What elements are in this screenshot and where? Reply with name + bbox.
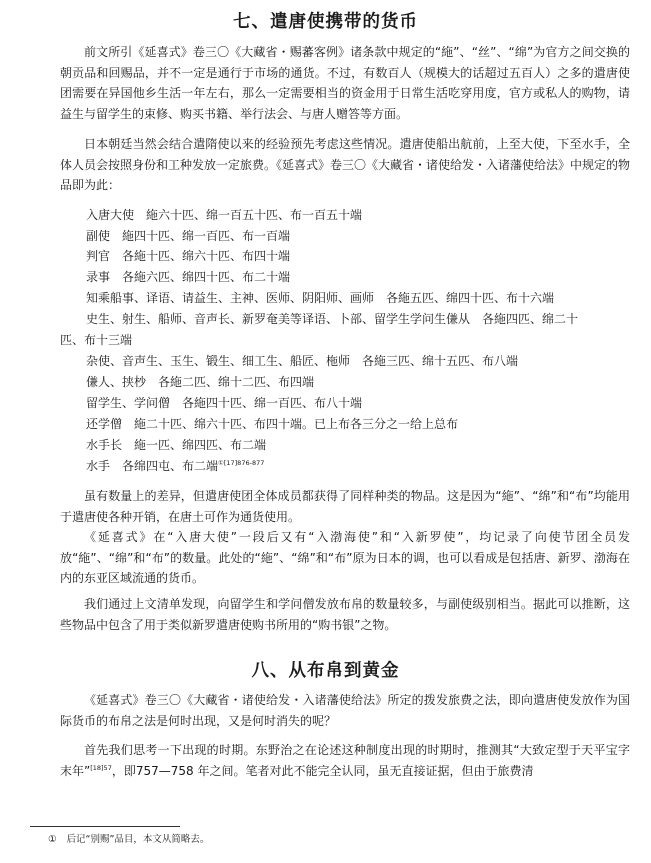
list-item: 知乘船事、译语、请益生、主神、医师、阴阳师、画师 各絁五匹、绵四十匹、布十六端 [86, 291, 555, 305]
list-item: 判官 各絁十匹、绵六十匹、布四十端 [86, 249, 291, 263]
list-item: 入唐大使 絁六十匹、绵一百五十匹、布一百五十端 [86, 208, 363, 222]
list-item-text: 水手 各绵四屯、布二端 [86, 459, 219, 473]
list-item: 杂使、音声生、玉生、锻生、细工生、船匠、柂师 各絁三匹、绵十五匹、布八端 [86, 354, 519, 368]
citation: [18]57 [90, 763, 112, 772]
section-7-heading: 七、遣唐使携带的货币 [233, 12, 418, 32]
list-item: 傔人、挟杪 各絁二匹、绵十二匹、布四端 [86, 375, 315, 389]
paragraph: 《延喜式》在“入唐大使”一段后又有“入渤海使”和“入新罗使”，均记录了向使节团全员发放“絁”、“绵”和“布”的数量。此处的“絁”、“绵”和“布”原为日本的调，也可以看成是包括唐、新罗、渤海在内的东亚区域流通的货币。 [60, 530, 630, 585]
list-item: 录事 各絁六匹、绵四十匹、布二十端 [86, 270, 291, 284]
list-item: 副使 絁四十匹、绵一百匹、布一百端 [86, 229, 291, 243]
footnote-number: ① [48, 834, 57, 845]
paragraph: 虽有数量上的差异，但遣唐使团全体成员都获得了同样种类的物品。这是因为“絁”、“绵”和“布”均能用于遣唐使各种开销，在唐土可作为通货使用。 [60, 489, 630, 524]
paragraph [60, 740, 630, 781]
footnote [48, 833, 209, 847]
paragraph-text: 首先我们思考一下出现的时期。东野治之在论述这种制度出现的时期时，推测其“大致定型于天平宝字末年” [60, 743, 630, 778]
list-item: 还学僧 絁二十匹、绵六十匹、布四十端。已上布各三分之一给上总布 [86, 417, 459, 431]
paragraph-text: ，即757—758 年之间。笔者对此不能完全认同，虽无直接证据，但由于旅费清 [111, 763, 534, 778]
list-item-continuation: 匹、布十三端 [60, 333, 133, 347]
paragraph: 前文所引《延喜式》卷三〇《大藏省・赐蕃客例》诸条款中规定的“絁”、“丝”、“绵”为官方之间交换的朝贡品和回赐品，并不一定是通行于市场的通货。不过，有数百人（规模大的话超过五百人）之多的遣唐使团需要在异国他乡生活一年左右，那么一定需要相当的资金用于日常生活吃穿用度，官方或私人的购物，请益生与留学生的束修、购买书籍、举行法会、与唐人赠答等方面。 [60, 45, 630, 121]
paragraph: 我们通过上文清单发现，向留学生和学问僧发放布帛的数量较多，与副使级别相当。据此可以推断，这些物品中包含了用于类似新罗遣唐使购书所用的“购书银”之物。 [60, 597, 630, 632]
list-item: 水手长 絁一匹、绵四匹、布二端 [86, 438, 267, 452]
footnote-marker: ① [218, 459, 224, 467]
citation: [17]876-877 [223, 459, 265, 467]
footnote-divider [30, 826, 180, 827]
footnote-text: 后记“别赐”品目，本文从简略去。 [66, 834, 210, 845]
section-8-heading: 八、从布帛到黄金 [251, 661, 400, 681]
paragraph: 日本朝廷当然会结合遣隋使以来的经验预先考虑这些情况。遣唐使船出航前，上至大使，下至水手，全体人员会按照身份和工种发放一定旅费。《延喜式》卷三〇《大藏省・诸使给发・入诸藩使给法》中规定的物品即为此： [60, 137, 631, 192]
list-item [86, 456, 632, 477]
paragraph: 《延喜式》卷三〇《大藏省・诸使给发・入诸藩使给法》所定的拨发旅费之法，即向遣唐使发放作为国际货币的布帛之法是何时出现，又是何时消失的呢？ [60, 693, 630, 728]
list-item: 史生、射生、船师、音声长、新罗奄美等译语、卜部、留学生学问生傔从 各絁四匹、绵二十 [86, 312, 579, 326]
list-item: 留学生、学问僧 各絁四十匹、绵一百匹、布八十端 [86, 396, 363, 410]
